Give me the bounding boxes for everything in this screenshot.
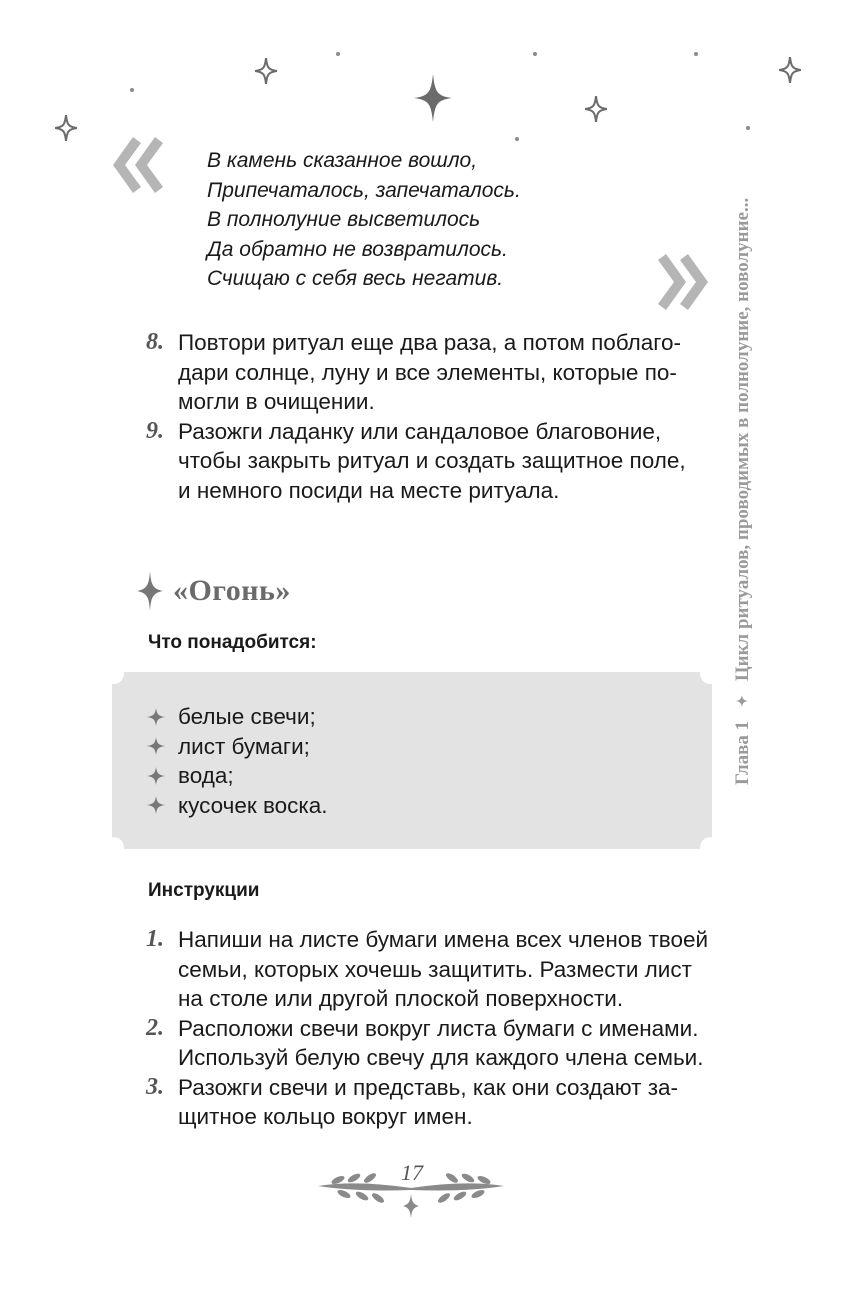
star-dot bbox=[130, 88, 134, 92]
needs-item: белые свечи; bbox=[178, 704, 316, 729]
list-item bbox=[146, 417, 716, 506]
needs-item: кусочек воска. bbox=[178, 792, 328, 818]
needs-item: лист бумаги; bbox=[178, 733, 310, 759]
star-dot bbox=[515, 137, 519, 141]
list-item bbox=[146, 791, 328, 821]
needs-title: Что понадобится: bbox=[148, 632, 317, 653]
step-number: 9. bbox=[146, 417, 164, 444]
page-number: 17 bbox=[401, 1160, 423, 1185]
sparkle-icon bbox=[585, 96, 607, 122]
sparkle-bullet-icon bbox=[146, 795, 166, 815]
poem-line: Счищаю с себя весь негатив. bbox=[207, 267, 504, 290]
star-dot bbox=[533, 52, 537, 56]
separator-icon: ✦ bbox=[735, 695, 751, 707]
chapter-label: Глава 1 bbox=[732, 720, 753, 785]
step-number: 1. bbox=[146, 926, 164, 952]
sparkle-icon bbox=[779, 57, 801, 83]
sparkle-bullet-icon bbox=[146, 766, 166, 786]
list-item bbox=[146, 1014, 716, 1073]
section-heading bbox=[137, 566, 291, 616]
step-text: Разожги свечи и представь, как они создают за- щитное кольцо вокруг имен. bbox=[178, 1074, 679, 1129]
sparkle-icon bbox=[255, 58, 277, 84]
sparkle-bullet-icon bbox=[146, 707, 166, 727]
sparkle-icon bbox=[55, 115, 77, 141]
step-text: Напиши на листе бумаги имена всех членов твоей семьи, которых хочешь защитить. Размести лист на столе или другой плоской поверхности. bbox=[178, 927, 709, 1011]
sparkle-bullet-icon bbox=[146, 736, 166, 756]
list-item bbox=[146, 732, 328, 762]
step-text: Повтори ритуал еще два раза, а потом поблаго- дари солнце, луну и все элементы, которые по- могли в очищении. bbox=[178, 330, 681, 414]
poem bbox=[207, 146, 521, 294]
instructions-title: Инструкции bbox=[148, 880, 260, 901]
needs-item: вода; bbox=[178, 763, 234, 788]
step-number: 8. bbox=[146, 329, 164, 355]
star-dot bbox=[336, 52, 340, 56]
steps-list bbox=[146, 328, 716, 505]
step-text: Расположи свечи вокруг листа бумаги с именами. Используй белую свечу для каждого члена семьи. bbox=[178, 1015, 704, 1070]
needs-list bbox=[146, 702, 328, 820]
poem-line: Припечаталось, запечаталось. bbox=[207, 178, 521, 202]
list-item bbox=[146, 1073, 716, 1132]
sparkle-icon bbox=[414, 74, 452, 122]
open-quote-icon bbox=[111, 137, 163, 193]
step-text: Разожги ладанку или сандаловое благовоние, чтобы закрыть ритуал и создать защитное поле, и немного посиди на месте ритуала. bbox=[178, 418, 686, 503]
star-dot bbox=[694, 52, 698, 56]
step-number: 3. bbox=[146, 1073, 164, 1100]
running-head bbox=[732, 198, 754, 785]
list-item bbox=[146, 328, 716, 417]
close-quote-icon bbox=[658, 254, 710, 310]
star-dot bbox=[746, 126, 750, 130]
list-item bbox=[146, 702, 328, 732]
poem-line: В полнолуние высветилось bbox=[207, 208, 481, 231]
section-title: «Огонь» bbox=[173, 574, 291, 607]
step-number: 2. bbox=[146, 1014, 164, 1041]
sparkle-icon bbox=[137, 571, 163, 611]
list-item bbox=[146, 925, 716, 1014]
instructions-list bbox=[146, 925, 716, 1132]
poem-line: Да обратно не возвратилось. bbox=[207, 237, 508, 261]
chapter-title: Цикл ритуалов, проводимых в полнолуние, новолуние... bbox=[732, 197, 753, 682]
list-item bbox=[146, 761, 328, 791]
poem-line: В камень сказанное вошло, bbox=[207, 149, 478, 172]
